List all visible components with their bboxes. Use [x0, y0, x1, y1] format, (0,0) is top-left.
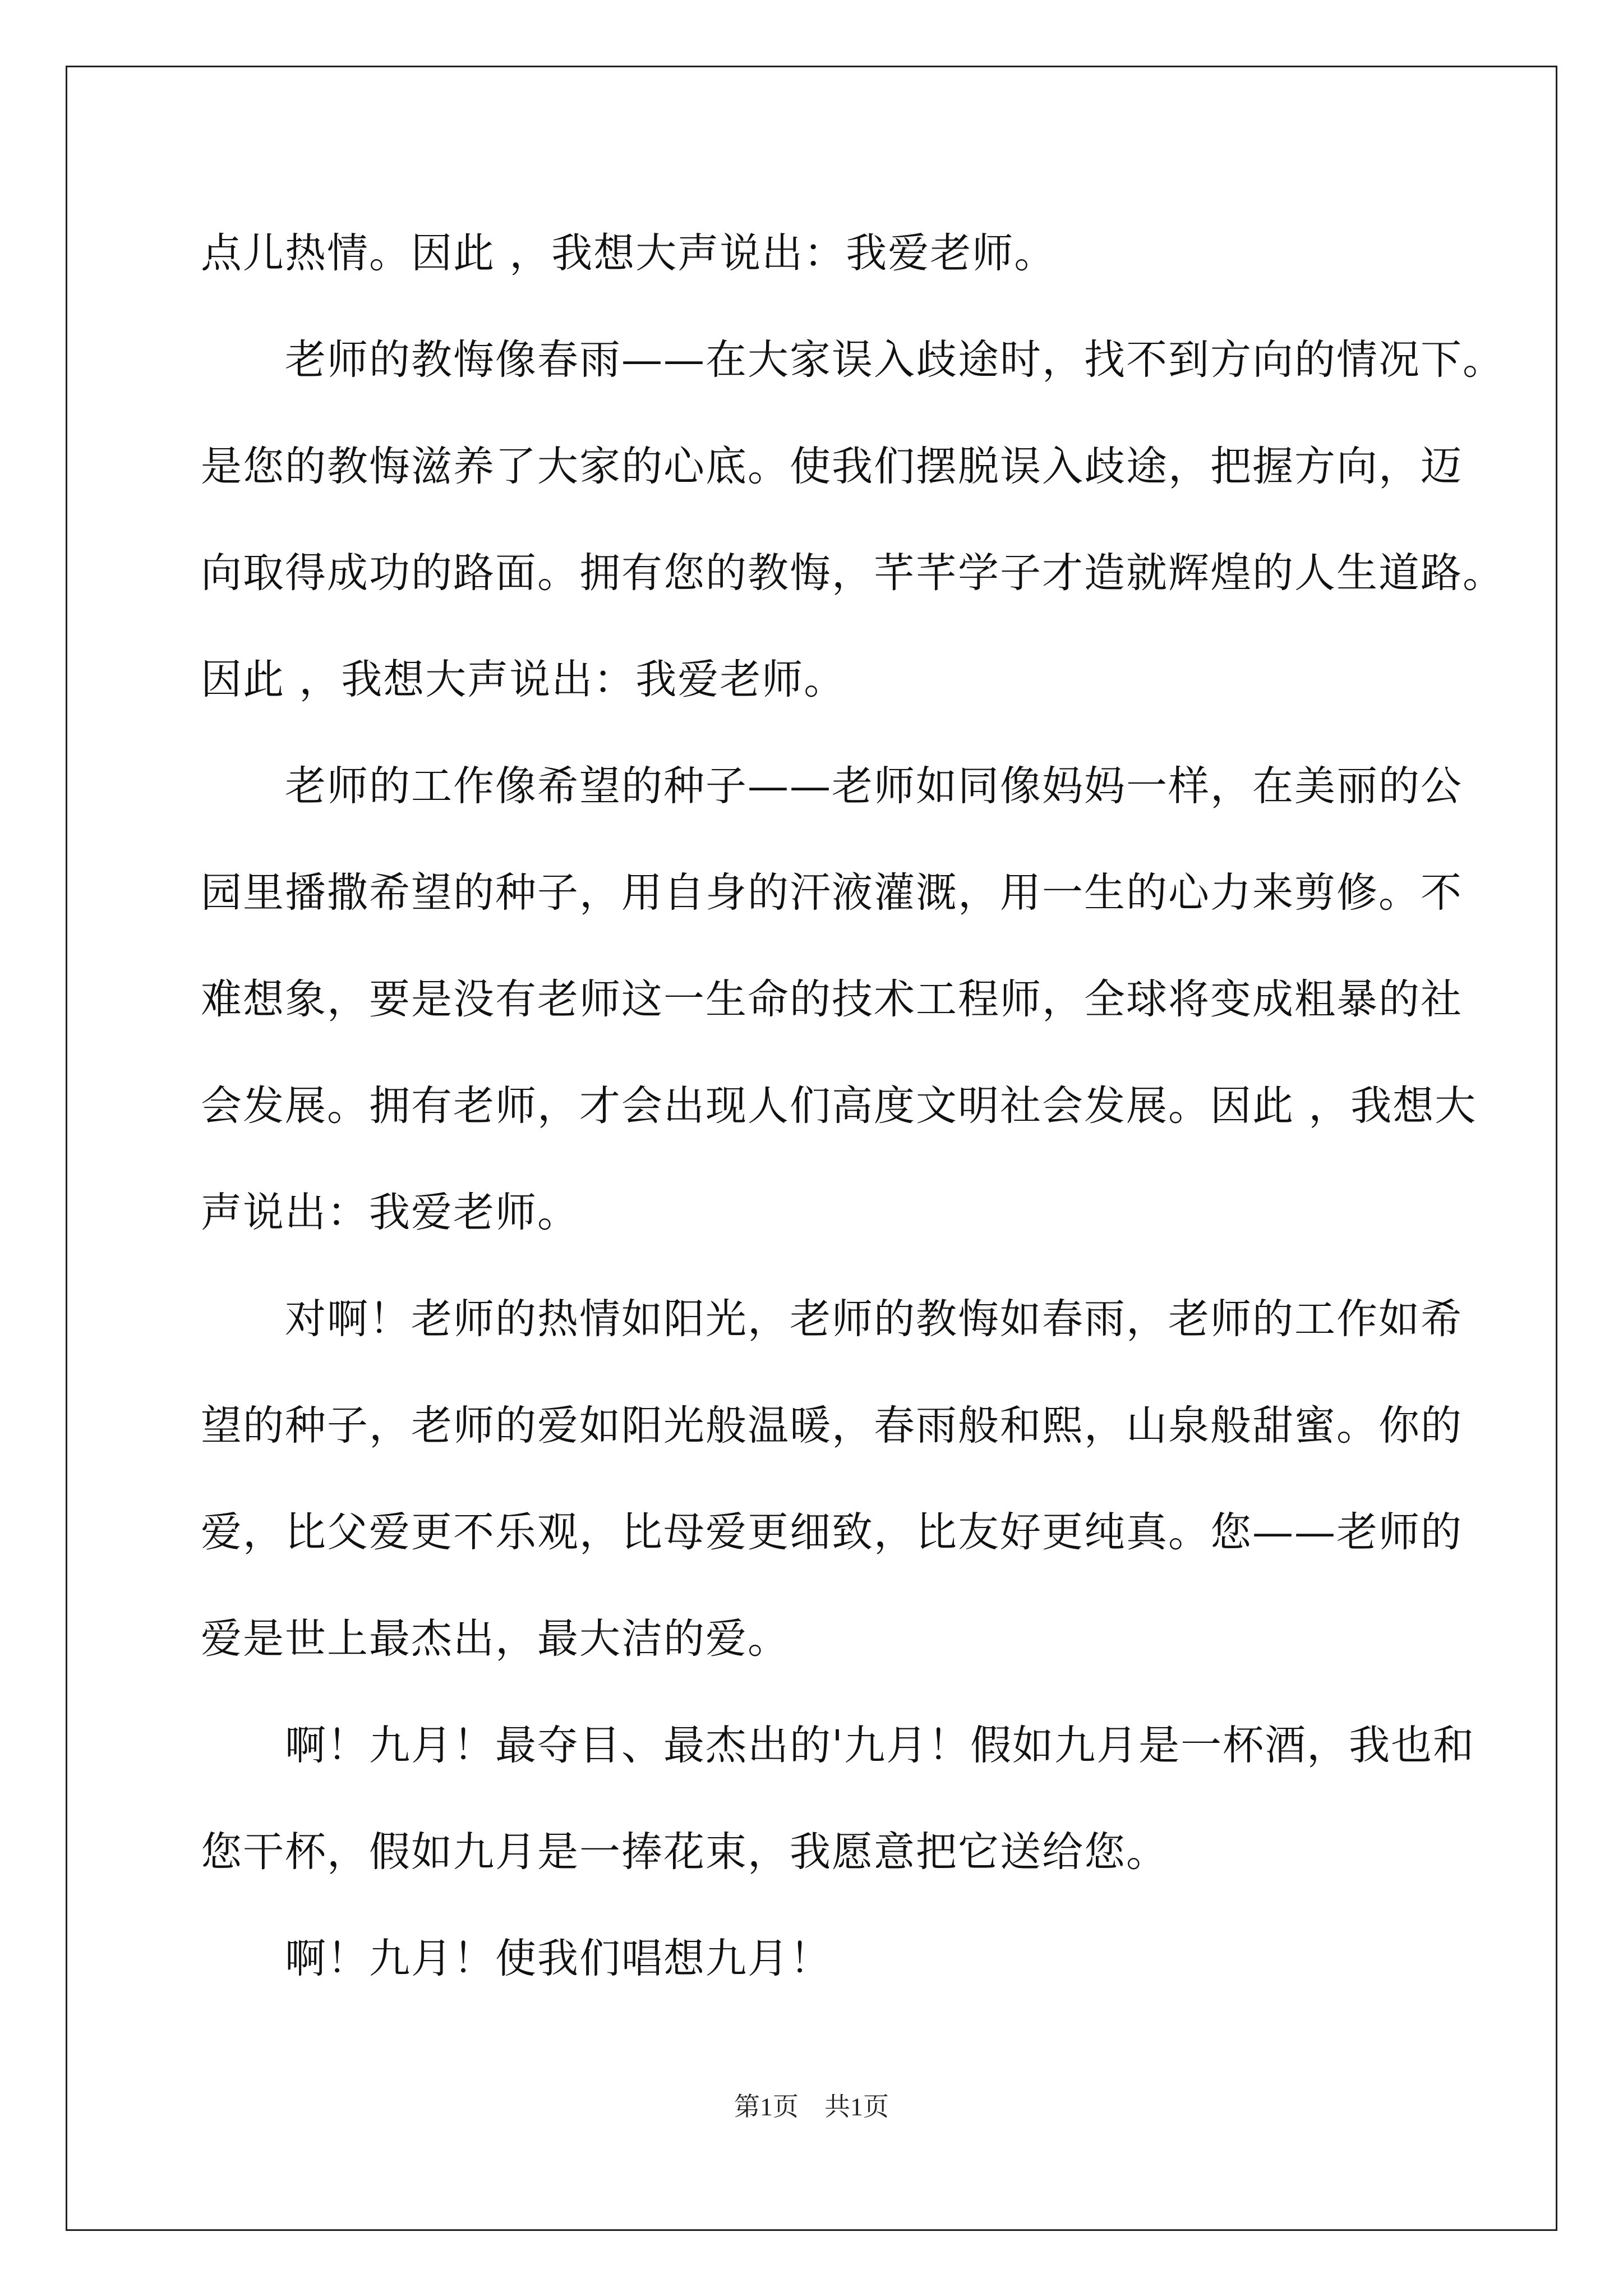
text-line: 向取得成功的路面。拥有您的教悔，芊芊学子才造就辉煌的人生道路。: [201, 549, 1505, 597]
text-line: 园里播撒希望的种子，用自身的汗液灌溉，用一生的心力来剪修。不: [201, 869, 1463, 917]
text-line: 声说出：我爱老师。: [201, 1189, 579, 1236]
text-line: 难想象，要是没有老师这一生命的技术工程师，全球将变成粗暴的社: [201, 976, 1463, 1023]
text-line: 啊！九月！最夺目、最杰出的'九月！假如九月是一杯酒，我也和: [201, 1722, 1476, 1769]
text-line: 望的种子，老师的爱如阳光般温暖，春雨般和熙，山泉般甜蜜。你的: [201, 1402, 1463, 1450]
text-line: 您干杯，假如九月是一捧花束，我愿意把它送给您。: [201, 1828, 1168, 1876]
text-line: 爱，比父爱更不乐观，比母爱更细致，比友好更纯真。您——老师的: [201, 1508, 1463, 1556]
text-line: 啊！九月！使我们唱想九月！: [201, 1935, 832, 1982]
text-line: 会发展。拥有老师，才会出现人们高度文明社会发展。因此 ，我想大: [201, 1082, 1477, 1130]
page-border: [66, 66, 1557, 2231]
text-line: 爱是世上最杰出，最大洁的爱。: [201, 1615, 790, 1663]
text-line: 对啊！老师的热情如阳光，老师的教悔如春雨，老师的工作如希: [201, 1295, 1463, 1343]
text-line: 老师的教悔像春雨——在大家误入歧途时，找不到方向的情况下。: [201, 336, 1505, 384]
text-line: 老师的工作像希望的种子——老师如同像妈妈一样，在美丽的公: [201, 762, 1463, 810]
page-number-footer: 第1页 共1页: [734, 2092, 889, 2121]
text-line: 是您的教悔滋养了大家的心底。使我们摆脱误入歧途，把握方向，迈: [201, 443, 1463, 490]
text-line: 因此 ，我想大声说出：我爱老师。: [201, 656, 846, 703]
text-line: 点儿热情。因此 ，我想大声说出：我爱老师。: [201, 229, 1057, 277]
